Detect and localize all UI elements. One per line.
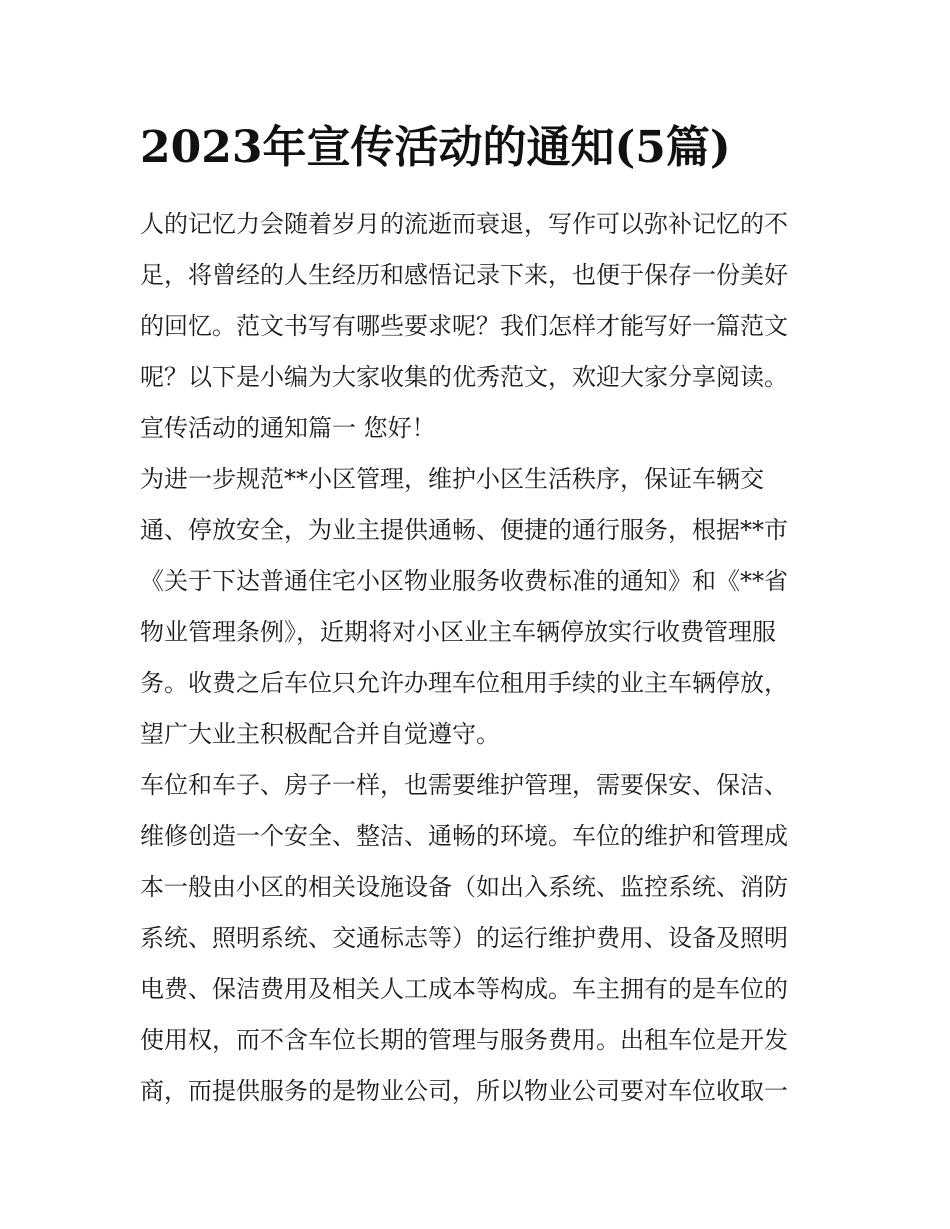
text-line-3: 的回忆。范文书写有哪些要求呢？我们怎样才能写好一篇范文: [140, 312, 788, 340]
text-line-4: 呢？以下是小编为大家收集的优秀范文，欢迎大家分享阅读。: [140, 363, 788, 391]
text-line-15: 系统、照明系统、交通标志等）的运行维护费用、设备及照明: [140, 924, 788, 952]
document-title: 2023年宣传活动的通知(5篇): [140, 122, 731, 173]
text-line-9: 物业管理条例》，近期将对小区业主车辆停放实行收费管理服: [140, 618, 776, 646]
document-body: [140, 199, 810, 1117]
text-line-13: 维修创造一个安全、整洁、通畅的环境。车位的维护和管理成: [140, 822, 788, 850]
text-line-12: 车位和车子、房子一样，也需要维护管理，需要保安、保洁、: [140, 771, 788, 799]
text-line-11: 望广大业主积极配合并自觉遵守。: [140, 720, 500, 748]
text-line-14: 本一般由小区的相关设施设备（如出入系统、监控系统、消防: [140, 873, 788, 901]
text-line-10: 务。收费之后车位只允许办理车位租用手续的业主车辆停放，: [140, 669, 788, 697]
text-line-6: 为进一步规范**小区管理，维护小区生活秩序，保证车辆交: [140, 465, 764, 493]
text-line-18: 商，而提供服务的是物业公司，所以物业公司要对车位收取一: [140, 1077, 788, 1105]
text-line-16: 电费、保洁费用及相关人工成本等构成。车主拥有的是车位的: [140, 975, 788, 1003]
text-line-7: 通、停放安全，为业主提供通畅、便捷的通行服务，根据**市: [140, 516, 788, 544]
text-line-1: 人的记忆力会随着岁月的流逝而衰退，写作可以弥补记忆的不: [140, 210, 788, 238]
section-heading-line: 宣传活动的通知篇一 您好！: [140, 414, 436, 442]
text-line-2: 足，将曾经的人生经历和感悟记录下来，也便于保存一份美好: [140, 261, 788, 289]
text-line-8: 《关于下达普通住宅小区物业服务收费标准的通知》和《**省: [140, 567, 788, 595]
text-line-17: 使用权，而不含车位长期的管理与服务费用。出租车位是开发: [140, 1026, 788, 1054]
